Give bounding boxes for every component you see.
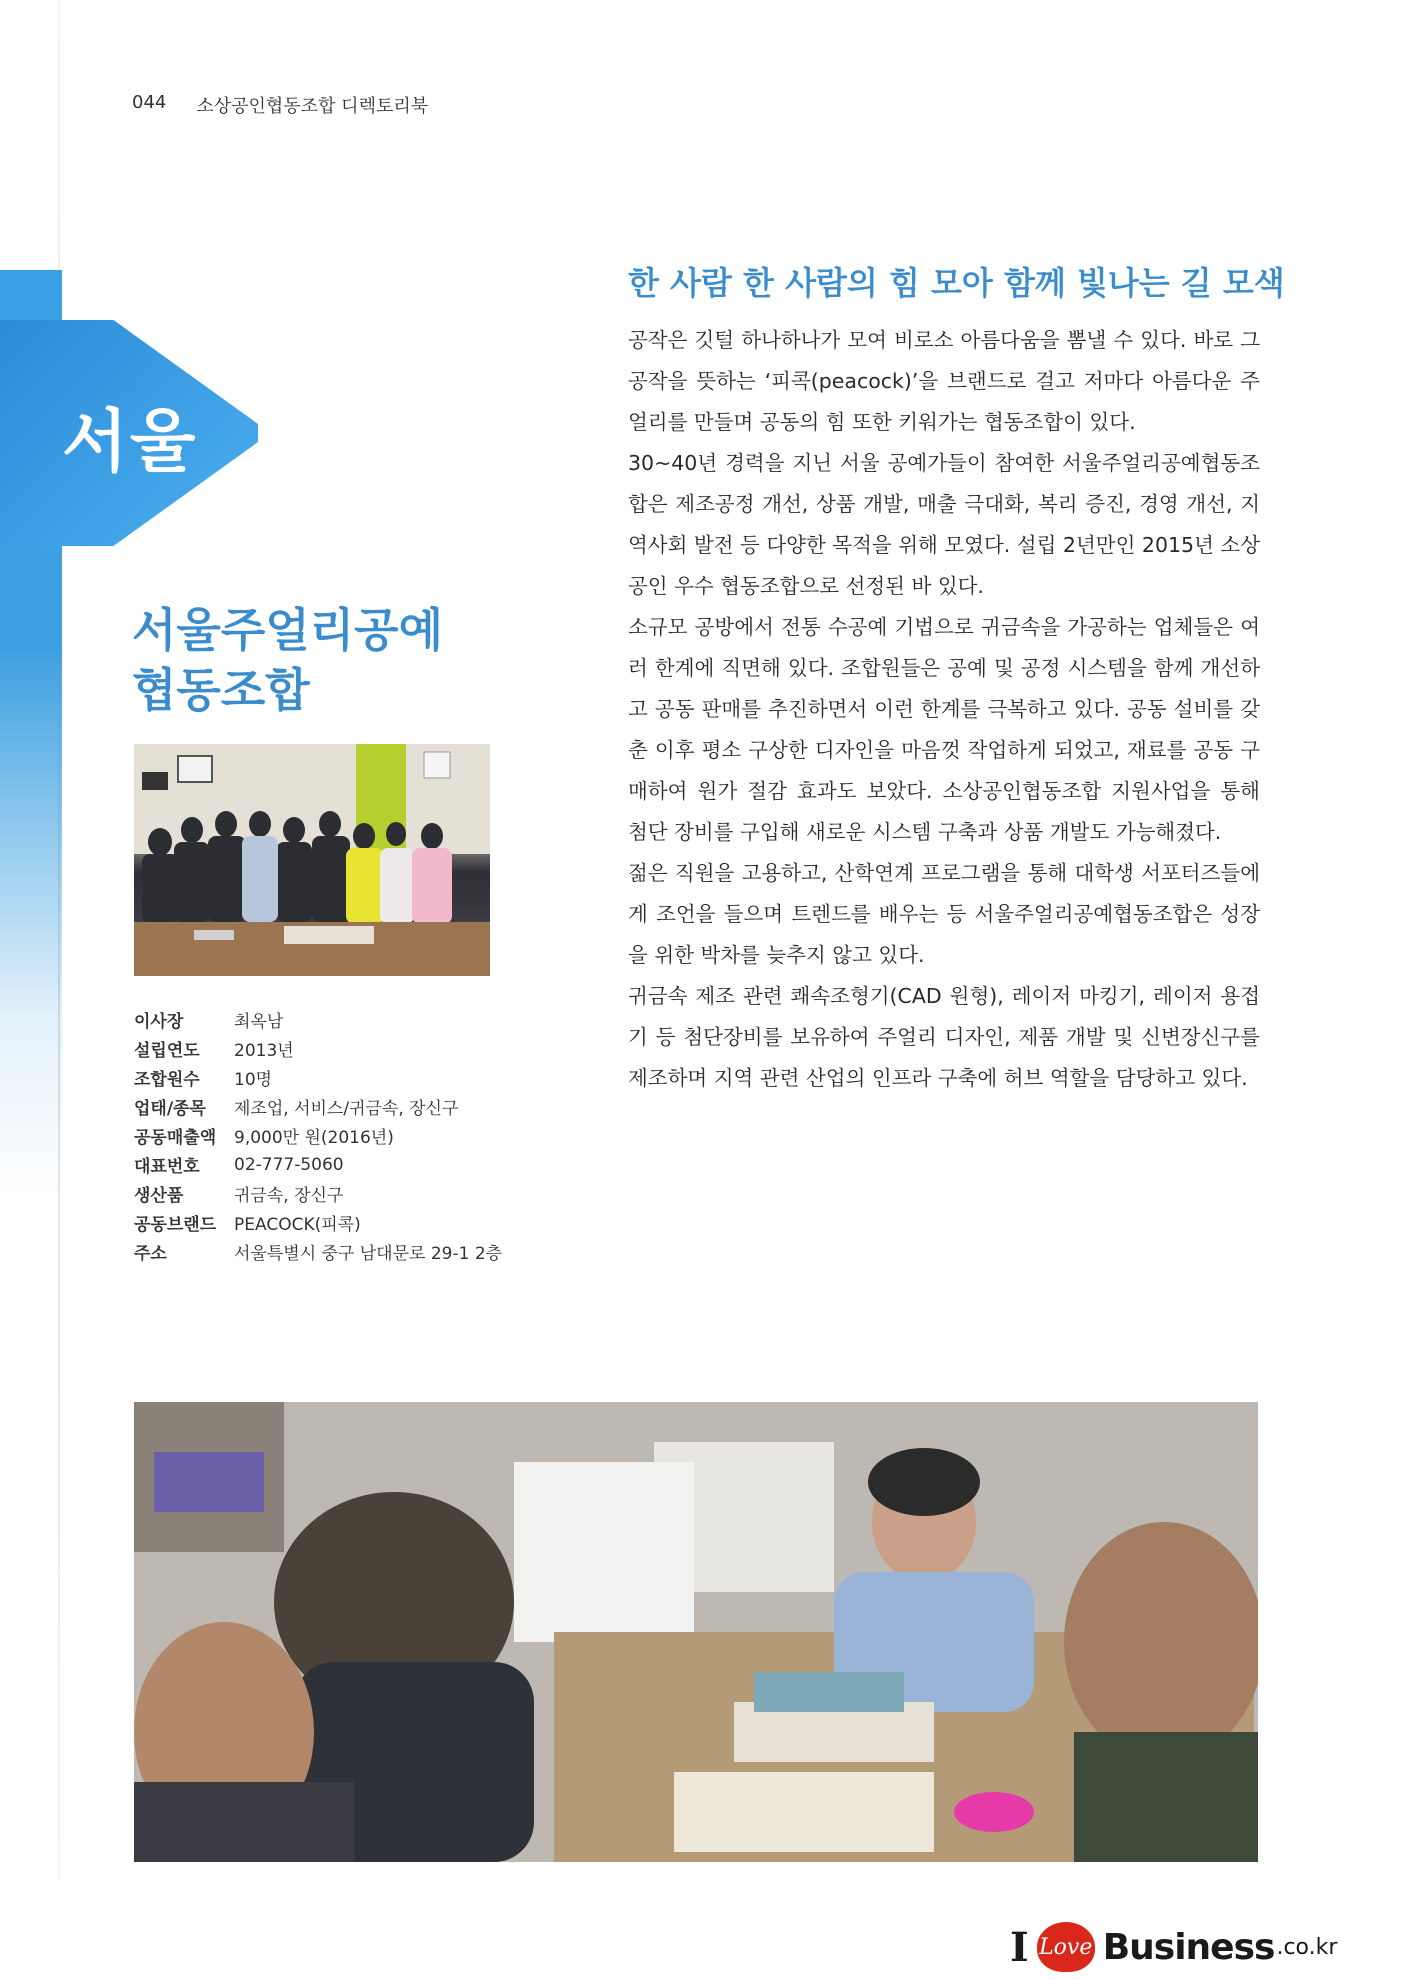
info-row xyxy=(134,1092,502,1121)
heart-icon xyxy=(1037,1922,1095,1972)
info-row xyxy=(134,1034,502,1063)
article-paragraph: 귀금속 제조 관련 쾌속조형기(CAD 원형), 레이저 마킹기, 레이저 용접기 등 첨단장비를 보유하여 주얼리 디자인, 제품 개발 및 신변장신구를 제조하며 지역 관련 산업의 인프라 구축에 허브 역할을 담당하고 있다. xyxy=(628,984,1260,1090)
page-header xyxy=(132,92,428,118)
info-row xyxy=(134,1150,502,1179)
info-value: PEACOCK(피콕) xyxy=(234,1215,361,1235)
logo-domain: .co.kr xyxy=(1276,1934,1338,1960)
info-value: 02-777-5060 xyxy=(234,1154,344,1175)
info-value: 서울특별시 중구 남대문로 29-1 2층 xyxy=(234,1244,503,1264)
info-row xyxy=(134,1237,502,1266)
article-paragraph: 젊은 직원을 고용하고, 산학연계 프로그램을 통해 대학생 서포터즈들에게 조언을 들으며 트렌드를 배우는 등 서울주얼리공예협동조합은 성장을 위한 박차를 늦추지 않고 있다. xyxy=(628,861,1260,967)
group-photo-illustration xyxy=(134,744,490,976)
organization-name-line1: 서울주얼리공예 xyxy=(132,603,444,657)
organization-name-line2: 협동조합 xyxy=(132,663,310,717)
group-photo xyxy=(134,744,490,976)
article-headline: 한 사람 한 사람의 힘 모아 함께 빛나는 길 모색 xyxy=(628,264,1285,302)
info-value: 최옥남 xyxy=(234,1012,284,1032)
info-label: 조합원수 xyxy=(134,1070,200,1090)
logo-business: Business xyxy=(1102,1926,1275,1968)
region-label: 서울 xyxy=(62,403,198,482)
info-label: 주소 xyxy=(134,1244,167,1264)
workshop-photo-illustration xyxy=(134,1402,1258,1862)
info-label: 이사장 xyxy=(134,1012,184,1032)
info-value: 2013년 xyxy=(234,1041,294,1061)
page-number: 044 xyxy=(132,92,167,113)
info-row xyxy=(134,1005,502,1034)
info-label: 공동매출액 xyxy=(134,1128,217,1148)
info-row xyxy=(134,1179,502,1208)
workshop-photo xyxy=(134,1402,1258,1862)
publication-title: 소상공인협동조합 디렉토리북 xyxy=(196,96,429,117)
article-paragraph: 공작은 깃털 하나하나가 모여 비로소 아름다움을 뽐낼 수 있다. 바로 그 공작을 뜻하는 ‘피콕(peacock)’을 브랜드로 걸고 저마다 아름다운 주얼리를 만들며 공동의 힘 또한 키워가는 협동조합이 있다. xyxy=(628,328,1260,434)
organization-info-table xyxy=(134,1005,502,1266)
info-row xyxy=(134,1208,502,1237)
info-label: 공동브랜드 xyxy=(134,1215,217,1235)
logo-i: I xyxy=(1010,1923,1029,1971)
info-label: 생산품 xyxy=(134,1186,184,1206)
article-body xyxy=(628,320,1260,1099)
info-value: 귀금속, 장신구 xyxy=(234,1186,344,1206)
info-label: 대표번호 xyxy=(134,1157,200,1177)
info-label: 업태/종목 xyxy=(134,1099,206,1119)
logo-love: Love xyxy=(1039,1934,1093,1960)
article-paragraph: 소규모 공방에서 전통 수공예 기법으로 귀금속을 가공하는 업체들은 여러 한계에 직면해 있다. 조합원들은 공예 및 공정 시스템을 함께 개선하고 공동 판매를 추진하면서 이런 한계를 극복하고 있다. 공동 설비를 갖춘 이후 평소 구상한 디자인을 마음껏 작업하게 되었고, 재료를 공동 구매하여 원가 절감 효과도 보았다. 소상공인협동조합 지원사업을 통해 첨단 장비를 구입해 새로운 시스템 구축과 상품 개발도 가능해졌다. xyxy=(628,615,1260,844)
info-value: 제조업, 서비스/귀금속, 장신구 xyxy=(234,1099,459,1119)
info-value: 9,000만 원(2016년) xyxy=(234,1128,394,1148)
info-label: 설립연도 xyxy=(134,1041,200,1061)
article-paragraph: 30~40년 경력을 지닌 서울 공예가들이 참여한 서울주얼리공예협동조합은 제조공정 개선, 상품 개발, 매출 극대화, 복리 증진, 경영 개선, 지역사회 발전 등 다양한 목적을 위해 모였다. 설립 2년만인 2015년 소상공인 우수 협동조합으로 선정된 바 있다. xyxy=(628,451,1260,598)
info-row xyxy=(134,1063,502,1092)
info-value: 10명 xyxy=(234,1070,273,1090)
organization-name xyxy=(132,600,443,720)
info-row xyxy=(134,1121,502,1150)
ilovebusiness-logo xyxy=(1010,1922,1337,1972)
